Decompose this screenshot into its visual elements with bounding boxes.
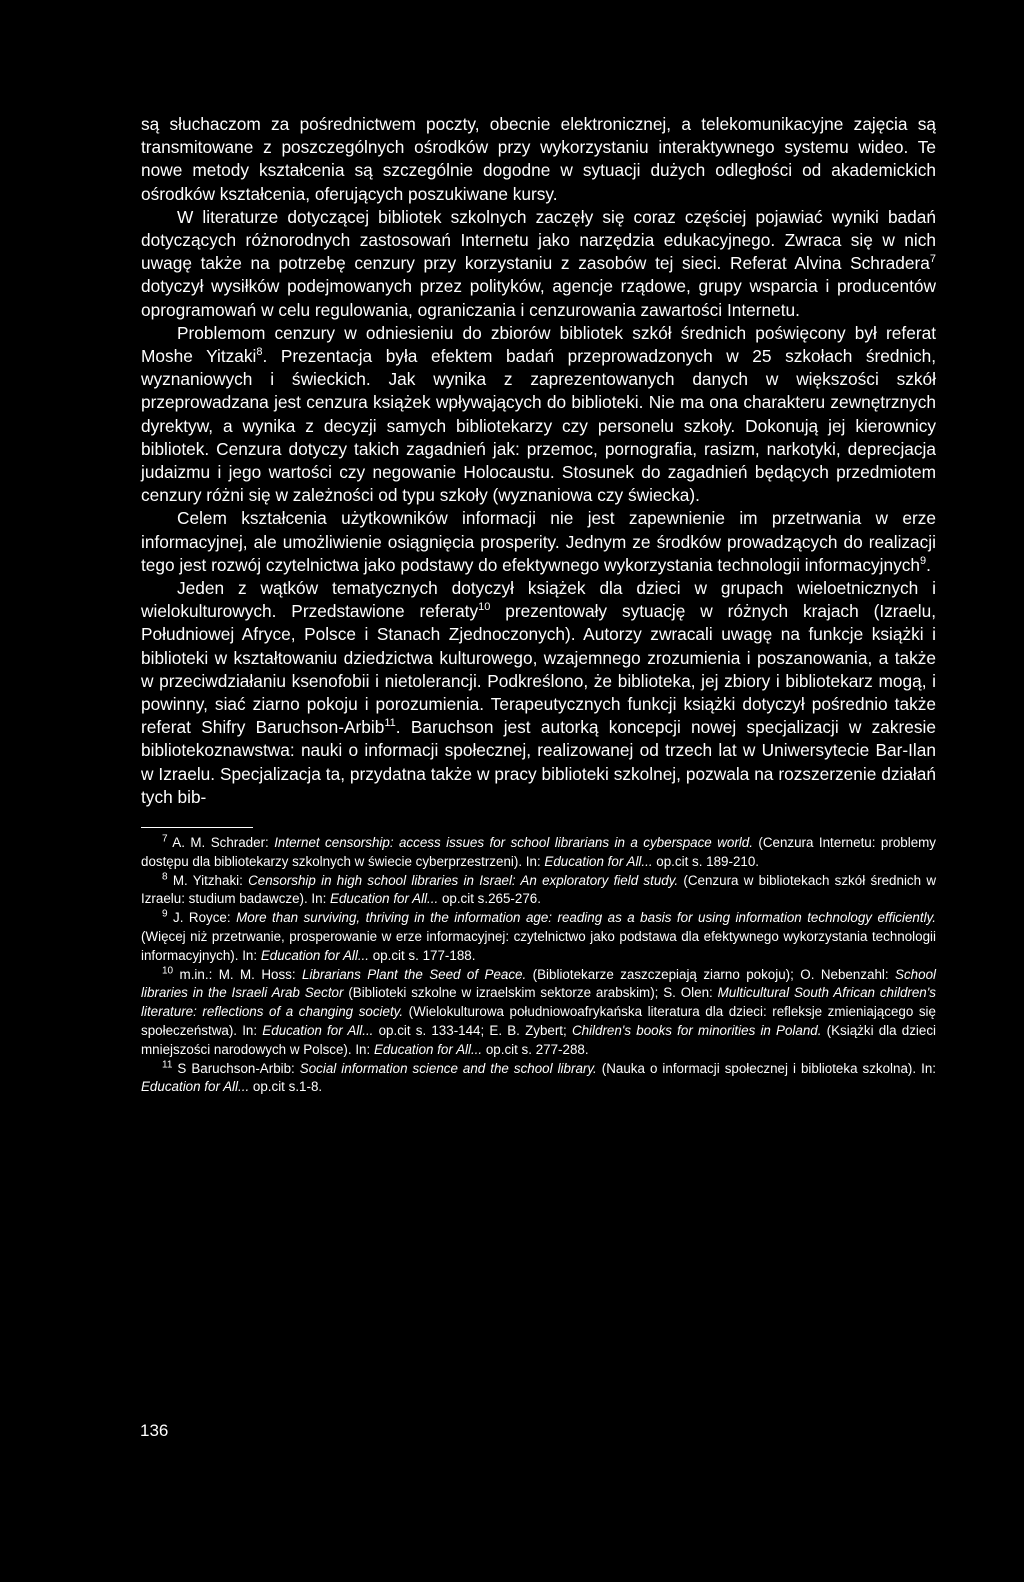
footnote-text: op.cit s.1-8.	[249, 1079, 323, 1095]
footnote-title: Education for All...	[260, 947, 369, 963]
footnote-title: Education for All...	[373, 1041, 483, 1057]
footnote-title: Education for All...	[141, 1079, 250, 1095]
footnote-text: (Nauka o informacji społecznej i biblioteka szkolna). In:	[596, 1060, 936, 1076]
footnote-title: Social information science and the school library.	[299, 1060, 597, 1076]
page-content	[141, 113, 936, 1097]
footnote-title: Multicultural South African children's literature: reflections of a changing society.	[141, 985, 936, 1020]
paragraph-1-text: są słuchaczom za pośrednictwem poczty, obecnie elektronicznej, a telekomunikacyjne zajęcia są transmitowane z poszczególnych ośrodków przy wykorzystaniu interaktywnego systemu wideo. Te nowe metody kształcenia są szczególnie dogodne w sytuacji dużych odległości od akademickich ośrodków kształcenia, oferujących poszukiwane kursy.	[141, 114, 936, 204]
footnote-text: (Biblioteki szkolne w izraelskim sektorze arabskim); S. Olen:	[343, 985, 718, 1001]
footnote-title: School libraries in the Israeli Arab Sector	[141, 966, 936, 1001]
paragraph-2	[141, 206, 936, 322]
footnote-text: op.cit s.265-276.	[438, 891, 541, 907]
paragraph-3-text-b: . Prezentacja była efektem badań przeprowadzonych w 25 szkołach średnich, wyznaniowych i świeckich. Jak wynika z zaprezentowanych danych w większości szkół przeprowadzana jest cenzura książek wpływających do biblioteki. Nie ma ona charakteru zewnętrznych dyrektyw, a wynika z decyzji samych bibliotekarzy czy personelu szkoły. Dokonują jej kierownicy bibliotek. Cenzura dotyczy takich zagadnień jak: przemoc, pornografia, rasizm, narkotyki, deprecjacja judaizmu i jego wartości czy negowanie Holocaustu. Stosunek do zagadnień będących przedmiotem cenzury różni się w zależności od typu szkoły (wyznaniowa czy świecka).	[141, 346, 937, 506]
footnote-text: S Baruchson-Arbib:	[172, 1060, 300, 1076]
footnote-text: A. M. Schrader:	[167, 835, 275, 851]
footnote-title: Education for All...	[544, 853, 653, 869]
footnote-text: (Więcej niż przetrwanie, prosperowanie w erze informacyjnej: czytelnictwo jako podstawa dla efektywnego wykorzystania technologii informacyjnych). In:	[141, 929, 936, 963]
paragraph-4-text-b: .	[926, 554, 931, 575]
footnote-ref-9[interactable]: 9	[920, 555, 927, 568]
footnote-number: 10	[162, 965, 174, 977]
footnote-title: More than surviving, thriving in the information age: reading as a basis for using information technology efficiently.	[236, 910, 936, 926]
footnote-text: m.in.: M. M. Hoss:	[173, 966, 302, 982]
footnote-text: op.cit s. 277-288.	[482, 1041, 589, 1057]
footnote-title: Internet censorship: access issues for school librarians in a cyberspace world.	[274, 835, 753, 851]
footnote-separator	[141, 827, 253, 828]
page-number: 136	[140, 1421, 169, 1440]
paragraph-5-text-c: . Baruchson jest autorką koncepcji nowej specjalizacji w zakresie bibliotekoznawstwa: nauki o informacji społecznej, realizowanej od trzech lat w Uniwersytecie Bar-Ilan w Izraelu. Specjalizacja ta, przydatna także w pracy biblioteki szkolnej, pozwala na rozszerzenie działań tych bib-	[141, 717, 937, 807]
footnote-number: 7	[162, 833, 168, 845]
footnote-text: (Cenzura Internetu: problemy dostępu dla bibliotekarzy szkolnych w świecie cyberprzestrzeni). In:	[141, 835, 936, 869]
paragraph-3-text-a: Problemom cenzury w odniesieniu do zbiorów bibliotek szkół średnich poświęcony był referat Moshe Yitzaki	[141, 322, 936, 367]
paragraph-4-text-a: Celem kształcenia użytkowników informacji nie jest zapewnienie im przetrwania w erze informacyjnej, ale umożliwienie osiągnięcia prosperity. Jednym ze środków prowadzących do realizacji tego jest rozwój czytelnictwa jako podstawy do efektywnego wykorzystania technologii informacyjnych	[141, 508, 936, 575]
paragraph-2-text-b: dotyczył wysiłków podejmowanych przez polityków, agencje rządowe, grupy wsparcia i producentów oprogramowań w celu regulowania, ograniczania i cenzurowania zawartości Internetu.	[141, 276, 936, 320]
paragraph-5-text-a: Jeden z wątków tematycznych dotyczył książek dla dzieci w grupach wieloetnicznych i wielokulturowych. Przedstawione referaty	[141, 578, 936, 622]
paragraph-2-text-a: W literaturze dotyczącej bibliotek szkolnych zaczęły się coraz częściej pojawiać wyniki badań dotyczących różnorodnych zastosowań Internetu jako narzędzia edukacyjnego. Zwraca się w nich uwagę także na potrzebę cenzury przy korzystaniu z zasobów tej sieci. Referat Alvina Schradera	[141, 206, 936, 274]
footnotes	[141, 834, 936, 1097]
footnote-title: Librarians Plant the Seed of Peace.	[302, 966, 527, 982]
footnote-title: Children's books for minorities in Poland.	[571, 1023, 822, 1039]
footnote-text: op.cit s. 133-144; E. B. Zybert;	[373, 1023, 572, 1039]
footnote-number: 8	[162, 871, 168, 883]
footnote-8	[141, 872, 936, 910]
footnote-7	[141, 834, 936, 872]
body-text	[141, 113, 936, 809]
footnote-title: Education for All...	[330, 891, 439, 907]
footnote-number: 11	[162, 1059, 173, 1071]
footnote-number: 9	[162, 908, 168, 920]
footnote-11	[141, 1060, 936, 1098]
footnote-text: J. Royce:	[167, 910, 237, 926]
footnote-text: (Bibliotekarze zaszczepiają ziarno pokoju); O. Nebenzahl:	[526, 966, 896, 982]
paragraph-5-text-b: prezentowały sytuację w różnych krajach (Izraelu, Południowej Afryce, Polsce i Stanach Zjednoczonych). Autorzy zwracali uwagę na funkcje książki i biblioteki w kształtowaniu dziedzictwa kulturowego, wzajemnego zrozumienia i poszanowania, a także w przeciwdziałaniu ksenofobii i nietolerancji. Podkreślono, że biblioteka, jej zbiory i bibliotekarz mogą, i powinny, siać ziarno pokoju i porozumienia. Terapeutycznych funkcji książki dotyczył pośrednio także referat Shifry Baruchson-Arbib	[141, 601, 936, 738]
footnote-title: Censorship in high school libraries in Israel: An exploratory field study.	[248, 872, 679, 888]
footnote-title: Education for All...	[262, 1023, 374, 1039]
footnote-ref-8[interactable]: 8	[256, 346, 263, 359]
paragraph-5	[141, 577, 936, 809]
paragraph-1	[141, 113, 936, 206]
footnote-10	[141, 966, 936, 1060]
footnote-text: (Wielokulturowa południowoafrykańska literatura dla dzieci: refleksje zmieniającego się społeczeństwa). In:	[141, 1004, 936, 1039]
footnote-ref-10[interactable]: 10	[478, 601, 491, 614]
paragraph-4	[141, 507, 936, 577]
footnote-ref-11[interactable]: 11	[384, 717, 396, 730]
footnote-text: op.cit s. 177-188.	[368, 947, 476, 963]
footnote-text: (Książki dla dzieci mniejszości narodowych w Polsce). In:	[141, 1023, 937, 1057]
footnote-9	[141, 909, 936, 965]
footnote-text: (Cenzura w bibliotekach szkół średnich w Izraelu: studium badawcze). In:	[141, 872, 936, 907]
paragraph-3	[141, 322, 936, 508]
footnote-text: M. Yitzhaki:	[167, 872, 249, 888]
footnote-ref-7[interactable]: 7	[929, 253, 936, 266]
footnote-text: op.cit s. 189-210.	[652, 853, 760, 869]
